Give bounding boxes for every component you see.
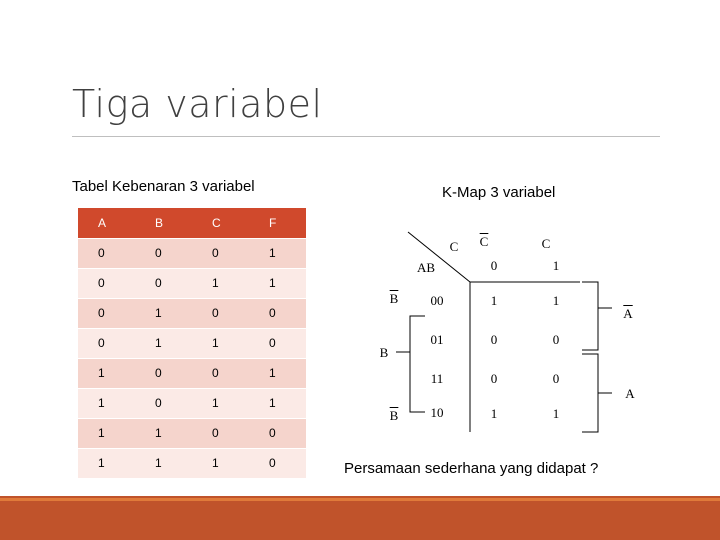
kmap-a-bar-label: $\overline{A}$ <box>623 306 633 321</box>
kmap-b-label: B <box>379 345 389 360</box>
kmap-a-bracket <box>582 354 598 432</box>
kmap-cell: 1 <box>552 406 560 421</box>
table-cell: 1 <box>135 328 192 358</box>
kmap-cell: 1 <box>552 293 560 308</box>
kmap-c-bar-label: $\overline{C}$ <box>479 234 489 249</box>
table-cell: 1 <box>135 418 192 448</box>
kmap-row-header-00: 00 <box>430 293 444 308</box>
header-f: F <box>249 208 306 238</box>
kmap-cell: 1 <box>490 406 498 421</box>
table-cell: 1 <box>249 358 306 388</box>
kmap-b-bar-bottom-label: $\overline{B}$ <box>389 408 399 423</box>
table-cell: 0 <box>249 328 306 358</box>
table-cell: 1 <box>192 328 249 358</box>
kmap-corner-c: C <box>449 239 459 254</box>
truth-table-caption: Tabel Kebenaran 3 variabel <box>72 178 255 195</box>
table-cell: 1 <box>78 448 135 478</box>
table-cell: 1 <box>78 358 135 388</box>
table-cell: 1 <box>192 388 249 418</box>
kmap-corner-ab: AB <box>416 260 436 275</box>
slide-title: Tiga variabel <box>72 82 323 126</box>
footer-stripe <box>0 498 720 501</box>
table-cell: 1 <box>135 448 192 478</box>
header-a: A <box>78 208 135 238</box>
kmap-row-header-11: 11 <box>430 371 444 386</box>
table-cell: 0 <box>192 358 249 388</box>
table-cell: 0 <box>135 238 192 268</box>
table-cell: 0 <box>78 268 135 298</box>
header-b: B <box>135 208 192 238</box>
kmap-a-bar-bracket <box>582 282 598 350</box>
table-cell: 0 <box>249 448 306 478</box>
kmap-col-header-1: 1 <box>552 258 560 273</box>
table-cell: 1 <box>78 418 135 448</box>
kmap-b-bar-top-label: $\overline{B}$ <box>389 291 399 306</box>
header-c: C <box>192 208 249 238</box>
kmap-cell: 0 <box>490 371 498 386</box>
table-cell: 0 <box>249 418 306 448</box>
table-cell: 0 <box>135 268 192 298</box>
table-cell: 0 <box>192 238 249 268</box>
table-cell: 0 <box>135 388 192 418</box>
table-cell: 1 <box>135 298 192 328</box>
table-cell: 0 <box>78 328 135 358</box>
table-cell: 0 <box>78 298 135 328</box>
kmap-cell: 0 <box>552 371 560 386</box>
kmap-col-header-0: 0 <box>490 258 498 273</box>
footer-bar <box>0 496 720 540</box>
table-cell: 1 <box>78 388 135 418</box>
table-cell: 0 <box>249 298 306 328</box>
table-cell: 1 <box>192 448 249 478</box>
kmap-cell: 0 <box>490 332 498 347</box>
kmap-cell: 0 <box>552 332 560 347</box>
table-cell: 0 <box>135 358 192 388</box>
table-cell: 1 <box>192 268 249 298</box>
kmap-c-label: C <box>541 236 551 251</box>
kmap-row-header-01: 01 <box>430 332 444 347</box>
kmap-caption: K-Map 3 variabel <box>442 184 556 201</box>
kmap-row-header-10: 10 <box>430 405 444 420</box>
kmap-a-label: A <box>625 386 635 401</box>
table-cell: 0 <box>192 298 249 328</box>
table-cell: 1 <box>249 238 306 268</box>
table-cell: 0 <box>192 418 249 448</box>
kmap-cell: 1 <box>490 293 498 308</box>
kmap-b-bracket <box>410 316 425 412</box>
question-text: Persamaan sederhana yang didapat ? <box>344 460 599 477</box>
table-cell: 0 <box>78 238 135 268</box>
table-cell: 1 <box>249 388 306 418</box>
table-cell: 1 <box>249 268 306 298</box>
